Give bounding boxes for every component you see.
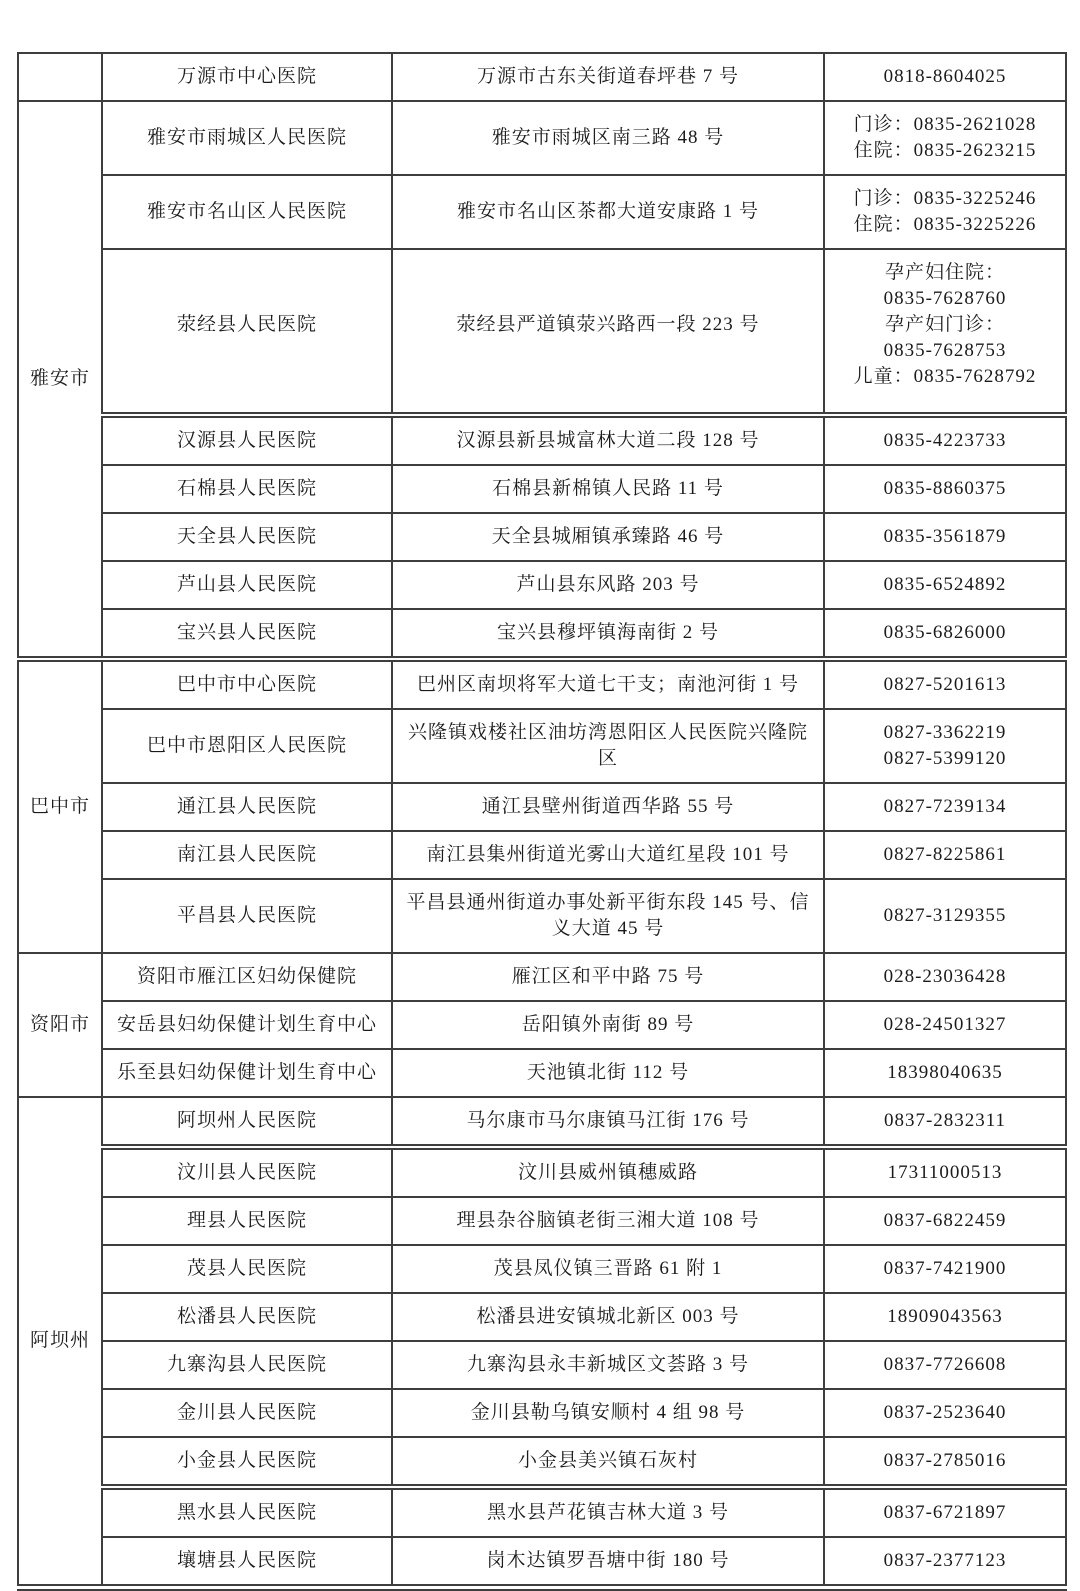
- city-cell: [18, 659, 102, 953]
- hospital-phone-cell: [824, 953, 1066, 1001]
- hospital-address-cell: 雁江区和平中路 75 号: [392, 953, 824, 1001]
- hospital-address-cell: 小金县美兴镇石灰村: [392, 1437, 824, 1487]
- hospital-address-cell: 天池镇北街 112 号: [392, 1049, 824, 1097]
- hospital-name-cell: 松潘县人民医院: [102, 1293, 392, 1341]
- hospital-name-cell: 荥经县人民医院: [102, 249, 392, 415]
- phone-line: 门诊：0835-3225246: [853, 188, 1037, 209]
- hospital-row: [18, 1097, 1066, 1147]
- hospital-row: [18, 561, 1066, 609]
- hospital-address-cell: 天全县城厢镇承臻路 46 号: [392, 513, 824, 561]
- hospital-row: [18, 831, 1066, 879]
- hospital-phone-cell: [824, 175, 1066, 249]
- phone-line: 18909043563: [887, 1306, 1003, 1327]
- phone-line: 0837-7421900: [883, 1258, 1007, 1279]
- phone-line: 0835-6826000: [883, 622, 1007, 643]
- hospital-address-cell: 巴州区南坝将军大道七干支；南池河街 1 号: [392, 659, 824, 709]
- hospital-name-cell: 芦山县人民医院: [102, 561, 392, 609]
- hospital-name-cell: 巴中市恩阳区人民医院: [102, 709, 392, 783]
- hospital-name-cell: 万源市中心医院: [102, 53, 392, 101]
- hospital-phone-cell: [824, 1197, 1066, 1245]
- phone-line: 0835-6524892: [883, 574, 1007, 595]
- hospital-phone-cell: [824, 609, 1066, 659]
- hospital-row: [18, 513, 1066, 561]
- hospital-row: [18, 1389, 1066, 1437]
- hospital-address-cell: 九寨沟县永丰新城区文荟路 3 号: [392, 1341, 824, 1389]
- hospital-name-cell: 石棉县人民医院: [102, 465, 392, 513]
- hospital-name-cell: 九寨沟县人民医院: [102, 1341, 392, 1389]
- hospital-row: [18, 879, 1066, 953]
- hospital-phone-cell: [824, 1293, 1066, 1341]
- phone-line: 0827-5201613: [883, 674, 1007, 695]
- city-label: 资阳市: [29, 1014, 90, 1035]
- hospital-row: [18, 783, 1066, 831]
- phone-line: 0835-8860375: [883, 478, 1007, 499]
- hospital-name-cell: 壤塘县人民医院: [102, 1537, 392, 1588]
- hospital-phone-cell: [824, 1147, 1066, 1197]
- hospital-phone-cell: [824, 465, 1066, 513]
- hospital-address-cell: 岳阳镇外南街 89 号: [392, 1001, 824, 1049]
- hospital-phone-cell: [824, 249, 1066, 415]
- phone-line: 0837-2785016: [883, 1450, 1007, 1471]
- hospital-address-cell: 荥经县严道镇荥兴路西一段 223 号: [392, 249, 824, 415]
- hospital-phone-cell: [824, 1437, 1066, 1487]
- hospital-phone-cell: [824, 1537, 1066, 1588]
- hospital-row: [18, 175, 1066, 249]
- hospital-phone-cell: [824, 1001, 1066, 1049]
- city-cell: [18, 53, 102, 101]
- hospital-phone-cell: [824, 513, 1066, 561]
- hospital-table-body: [18, 53, 1066, 1588]
- hospital-address-cell: 岗木达镇罗吾塘中街 180 号: [392, 1537, 824, 1588]
- hospital-row: [18, 1001, 1066, 1049]
- hospital-phone-cell: [824, 1097, 1066, 1147]
- hospital-name-cell: 巴中市中心医院: [102, 659, 392, 709]
- phone-line: 住院：0835-3225226: [853, 214, 1037, 235]
- hospital-row: [18, 1197, 1066, 1245]
- hospital-name-cell: 小金县人民医院: [102, 1437, 392, 1487]
- hospital-name-cell: 宝兴县人民医院: [102, 609, 392, 659]
- city-label: 巴中市: [29, 796, 90, 817]
- phone-line: 0827-7239134: [883, 796, 1007, 817]
- hospital-name-cell: 乐至县妇幼保健计划生育中心: [102, 1049, 392, 1097]
- phone-line: 住院：0835-2623215: [853, 140, 1037, 161]
- hospital-name-cell: 阿坝州人民医院: [102, 1097, 392, 1147]
- hospital-name-cell: 汶川县人民医院: [102, 1147, 392, 1197]
- phone-line: 0837-6822459: [883, 1210, 1007, 1231]
- hospital-row: [18, 1293, 1066, 1341]
- hospital-address-cell: 通江县壁州街道西华路 55 号: [392, 783, 824, 831]
- hospital-row: [18, 1049, 1066, 1097]
- hospital-address-cell: 兴隆镇戏楼社区油坊湾恩阳区人民医院兴隆院区: [392, 709, 824, 783]
- phone-line: 门诊：0835-2621028: [853, 114, 1037, 135]
- hospital-row: [18, 101, 1066, 175]
- hospital-address-cell: 松潘县进安镇城北新区 003 号: [392, 1293, 824, 1341]
- phone-line: 18398040635: [887, 1062, 1003, 1083]
- hospital-phone-cell: [824, 659, 1066, 709]
- hospital-row: [18, 1245, 1066, 1293]
- hospital-address-cell: 黑水县芦花镇吉林大道 3 号: [392, 1487, 824, 1537]
- phone-line: 0837-2832311: [883, 1110, 1007, 1131]
- hospital-row: [18, 1341, 1066, 1389]
- city-cell: [18, 101, 102, 659]
- hospital-row: [18, 609, 1066, 659]
- hospital-name-cell: 雅安市雨城区人民医院: [102, 101, 392, 175]
- hospital-name-cell: 资阳市雁江区妇幼保健院: [102, 953, 392, 1001]
- city-label: 雅安市: [29, 368, 90, 389]
- hospital-name-cell: 安岳县妇幼保健计划生育中心: [102, 1001, 392, 1049]
- hospital-phone-cell: [824, 783, 1066, 831]
- phone-line: 028-23036428: [883, 966, 1007, 987]
- hospital-address-cell: 雅安市雨城区南三路 48 号: [392, 101, 824, 175]
- hospital-name-cell: 天全县人民医院: [102, 513, 392, 561]
- hospital-phone-cell: [824, 53, 1066, 101]
- hospital-address-cell: 石棉县新棉镇人民路 11 号: [392, 465, 824, 513]
- hospital-phone-cell: [824, 709, 1066, 783]
- hospital-name-cell: 金川县人民医院: [102, 1389, 392, 1437]
- phone-line: 0827-8225861: [883, 844, 1007, 865]
- hospital-address-cell: 万源市古东关街道春坪巷 7 号: [392, 53, 824, 101]
- hospital-phone-cell: [824, 1487, 1066, 1537]
- hospital-name-cell: 理县人民医院: [102, 1197, 392, 1245]
- phone-line: 0827-5399120: [883, 748, 1007, 769]
- phone-line: 孕产妇住院：: [884, 262, 1005, 283]
- hospital-phone-cell: [824, 561, 1066, 609]
- city-cell: [18, 953, 102, 1097]
- phone-line: 儿童：0835-7628792: [853, 366, 1037, 387]
- hospital-phone-cell: [824, 1389, 1066, 1437]
- hospital-name-cell: 平昌县人民医院: [102, 879, 392, 953]
- phone-line: 孕产妇门诊：: [884, 314, 1005, 335]
- hospital-phone-cell: [824, 101, 1066, 175]
- hospital-row: [18, 415, 1066, 465]
- phone-line: 0837-2523640: [883, 1402, 1007, 1423]
- phone-line: 0827-3362219: [883, 722, 1007, 743]
- hospital-row: [18, 659, 1066, 709]
- phone-line: 0837-7726608: [883, 1354, 1007, 1375]
- hospital-row: [18, 53, 1066, 101]
- phone-line: 0835-7628753: [883, 340, 1007, 361]
- hospital-name-cell: 黑水县人民医院: [102, 1487, 392, 1537]
- hospital-row: [18, 953, 1066, 1001]
- hospital-phone-cell: [824, 1049, 1066, 1097]
- hospital-address-cell: 茂县凤仪镇三晋路 61 附 1: [392, 1245, 824, 1293]
- hospital-phone-cell: [824, 879, 1066, 953]
- hospital-phone-cell: [824, 831, 1066, 879]
- city-cell: [18, 1097, 102, 1588]
- hospital-address-cell: 平昌县通州街道办事处新平街东段 145 号、信义大道 45 号: [392, 879, 824, 953]
- hospital-address-cell: 金川县勒乌镇安顺村 4 组 98 号: [392, 1389, 824, 1437]
- phone-line: 0835-3561879: [883, 526, 1007, 547]
- hospital-address-cell: 汶川县威州镇穗威路: [392, 1147, 824, 1197]
- hospital-row: [18, 1147, 1066, 1197]
- hospital-row: [18, 1537, 1066, 1588]
- hospital-address-cell: 宝兴县穆坪镇海南街 2 号: [392, 609, 824, 659]
- phone-line: 0837-6721897: [883, 1502, 1007, 1523]
- phone-line: 17311000513: [887, 1162, 1003, 1183]
- hospital-name-cell: 汉源县人民医院: [102, 415, 392, 465]
- hospital-row: [18, 465, 1066, 513]
- city-label: 阿坝州: [29, 1330, 90, 1351]
- hospital-name-cell: 茂县人民医院: [102, 1245, 392, 1293]
- phone-line: 028-24501327: [883, 1014, 1007, 1035]
- hospital-address-cell: 南江县集州街道光雾山大道红星段 101 号: [392, 831, 824, 879]
- phone-line: 0835-4223733: [883, 430, 1007, 451]
- hospital-row: [18, 249, 1066, 415]
- hospital-name-cell: 雅安市名山区人民医院: [102, 175, 392, 249]
- phone-line: 0827-3129355: [883, 905, 1007, 926]
- phone-line: 0818-8604025: [883, 66, 1007, 87]
- hospital-phone-cell: [824, 1245, 1066, 1293]
- hospital-address-cell: 汉源县新县城富林大道二段 128 号: [392, 415, 824, 465]
- hospital-row: [18, 1437, 1066, 1487]
- hospital-name-cell: 通江县人民医院: [102, 783, 392, 831]
- hospital-phone-cell: [824, 1341, 1066, 1389]
- hospital-row: [18, 709, 1066, 783]
- hospital-table: [17, 52, 1067, 1591]
- hospital-name-cell: 南江县人民医院: [102, 831, 392, 879]
- hospital-address-cell: 理县杂谷脑镇老街三湘大道 108 号: [392, 1197, 824, 1245]
- phone-line: 0837-2377123: [883, 1550, 1007, 1571]
- phone-line: 0835-7628760: [883, 288, 1007, 309]
- hospital-phone-cell: [824, 415, 1066, 465]
- hospital-row: [18, 1487, 1066, 1537]
- hospital-address-cell: 马尔康市马尔康镇马江街 176 号: [392, 1097, 824, 1147]
- hospital-address-cell: 芦山县东风路 203 号: [392, 561, 824, 609]
- hospital-address-cell: 雅安市名山区茶都大道安康路 1 号: [392, 175, 824, 249]
